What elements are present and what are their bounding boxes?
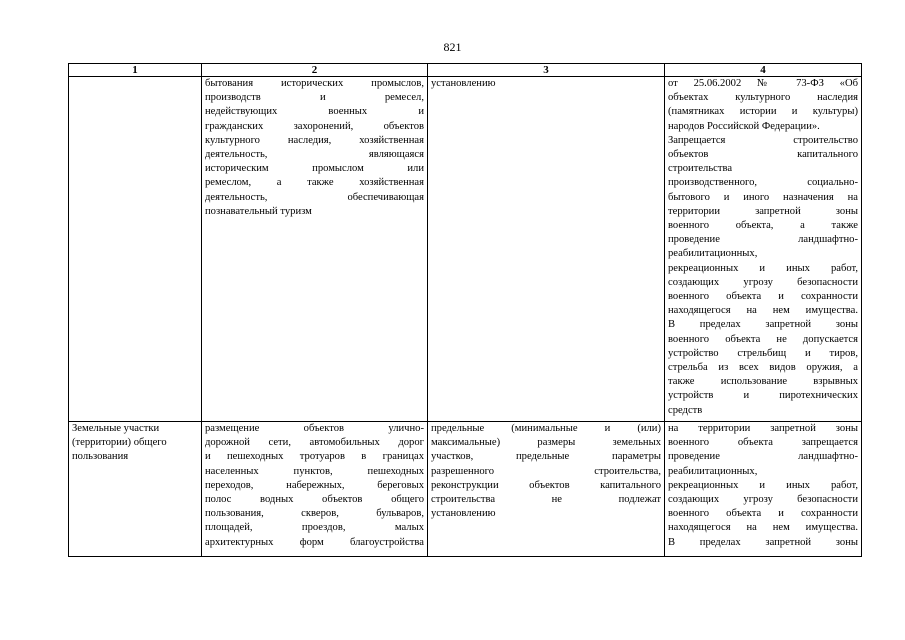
text-line: максимальные) размеры земельных <box>431 437 661 449</box>
text-line: производственного, социально- <box>668 177 858 189</box>
text-line: историческим промыслом или <box>205 163 424 175</box>
text-line: деятельность, обеспечивающая <box>205 191 424 203</box>
text-line: военного объекта не допускается <box>668 333 858 345</box>
text-line: Земельные участки <box>72 423 160 434</box>
parameters-cell <box>428 422 665 557</box>
document-table <box>68 63 862 557</box>
text-line: реабилитационных, <box>668 248 758 260</box>
text-line: реабилитационных, <box>668 465 758 477</box>
text-line: гражданских захоронений, объектов <box>205 120 424 132</box>
text-line: ремеслом, а также хозяйственная <box>205 177 424 189</box>
text-line: находящегося на нем имущества. <box>668 522 858 534</box>
land-type-cell <box>69 77 202 422</box>
text-line: проведение ландшафтно- <box>668 234 858 246</box>
text-line: дорожной сети, автомобильных дорог <box>205 437 424 449</box>
text-line: установлению <box>431 78 496 89</box>
text-line: строительства <box>668 163 733 175</box>
page-number: 821 <box>443 40 462 54</box>
text-line: территории запретной зоны <box>668 205 858 217</box>
text-line: создающих угрозу безопасности <box>668 494 858 506</box>
text-line: недействующих военных и <box>205 106 424 118</box>
text-line: разрешенного строительства, <box>431 465 661 477</box>
text-line: Запрещается строительство <box>668 134 858 146</box>
text-line: военного объекта, а также <box>668 220 858 232</box>
restrictions-cell <box>665 77 862 422</box>
text-line: находящегося на нем имущества. <box>668 305 858 317</box>
text-line: военного объекта и сохранности <box>668 291 858 303</box>
text-line: реконструкции объектов капитального <box>431 479 661 491</box>
text-line: архитектурных форм благоустройства <box>205 536 424 548</box>
column-header-2: 2 <box>202 64 428 77</box>
text-line: деятельность, являющаяся <box>205 149 424 161</box>
text-line: (территории) общего <box>72 437 167 449</box>
column-header-1: 1 <box>69 64 202 77</box>
column-header-3: 3 <box>428 64 665 77</box>
text-line: устройств и пиротехнических <box>668 390 858 402</box>
text-line: населенных пунктов, пешеходных <box>205 465 424 477</box>
text-line: строительства не подлежат <box>431 494 661 506</box>
restrictions-cell <box>665 422 862 557</box>
text-line: бытового и иного назначения на <box>668 191 858 203</box>
text-line: площадей, проездов, малых <box>205 522 424 534</box>
text-line: средств <box>668 404 703 416</box>
text-line: переходов, набережных, береговых <box>205 479 424 491</box>
text-line: проведение ландшафтно- <box>668 451 858 463</box>
text-line: от 25.06.2002 № 73-ФЗ «Об <box>668 78 858 89</box>
text-line: установлению <box>431 508 496 520</box>
text-line: военного объекта запрещается <box>668 437 858 449</box>
parameters-cell <box>428 77 665 422</box>
text-line: пользования, скверов, бульваров, <box>205 508 424 520</box>
text-line: и пешеходных тротуаров в границах <box>205 451 424 463</box>
text-line: на территории запретной зоны <box>668 423 858 434</box>
text-line: познавательный туризм <box>205 205 312 217</box>
table-row <box>69 77 862 422</box>
text-line: производств и ремесел, <box>205 92 424 104</box>
text-line: устройство стрельбищ и тиров, <box>668 347 858 359</box>
text-line: размещение объектов улично- <box>205 423 424 434</box>
text-line: объектах культурного наследия <box>668 92 858 104</box>
table-row <box>69 422 862 557</box>
text-line: пользования <box>72 451 129 463</box>
text-line: В пределах запретной зоны <box>668 536 858 548</box>
column-header-4: 4 <box>665 64 862 77</box>
text-line: рекреационных и иных работ, <box>668 479 858 491</box>
permitted-use-cell <box>202 77 428 422</box>
text-line: рекреационных и иных работ, <box>668 262 858 274</box>
text-line: полос водных объектов общего <box>205 494 424 506</box>
text-line: народов Российской Федерации». <box>668 120 820 132</box>
text-line: бытования исторических промыслов, <box>205 78 424 89</box>
text-line: стрельба из всех видов оружия, а <box>668 362 858 374</box>
text-line: (памятниках истории и культуры) <box>668 106 858 118</box>
text-line: В пределах запретной зоны <box>668 319 858 331</box>
text-line: культурного наследия, хозяйственная <box>205 134 424 146</box>
text-line: создающих угрозу безопасности <box>668 276 858 288</box>
text-line: участков, предельные параметры <box>431 451 661 463</box>
land-type-cell <box>69 422 202 557</box>
text-line: объектов капитального <box>668 149 858 161</box>
table-header-row <box>69 64 862 77</box>
text-line: военного объекта и сохранности <box>668 508 858 520</box>
text-line: также использование взрывных <box>668 376 858 388</box>
permitted-use-cell <box>202 422 428 557</box>
text-line: предельные (минимальные и (или) <box>431 423 661 434</box>
